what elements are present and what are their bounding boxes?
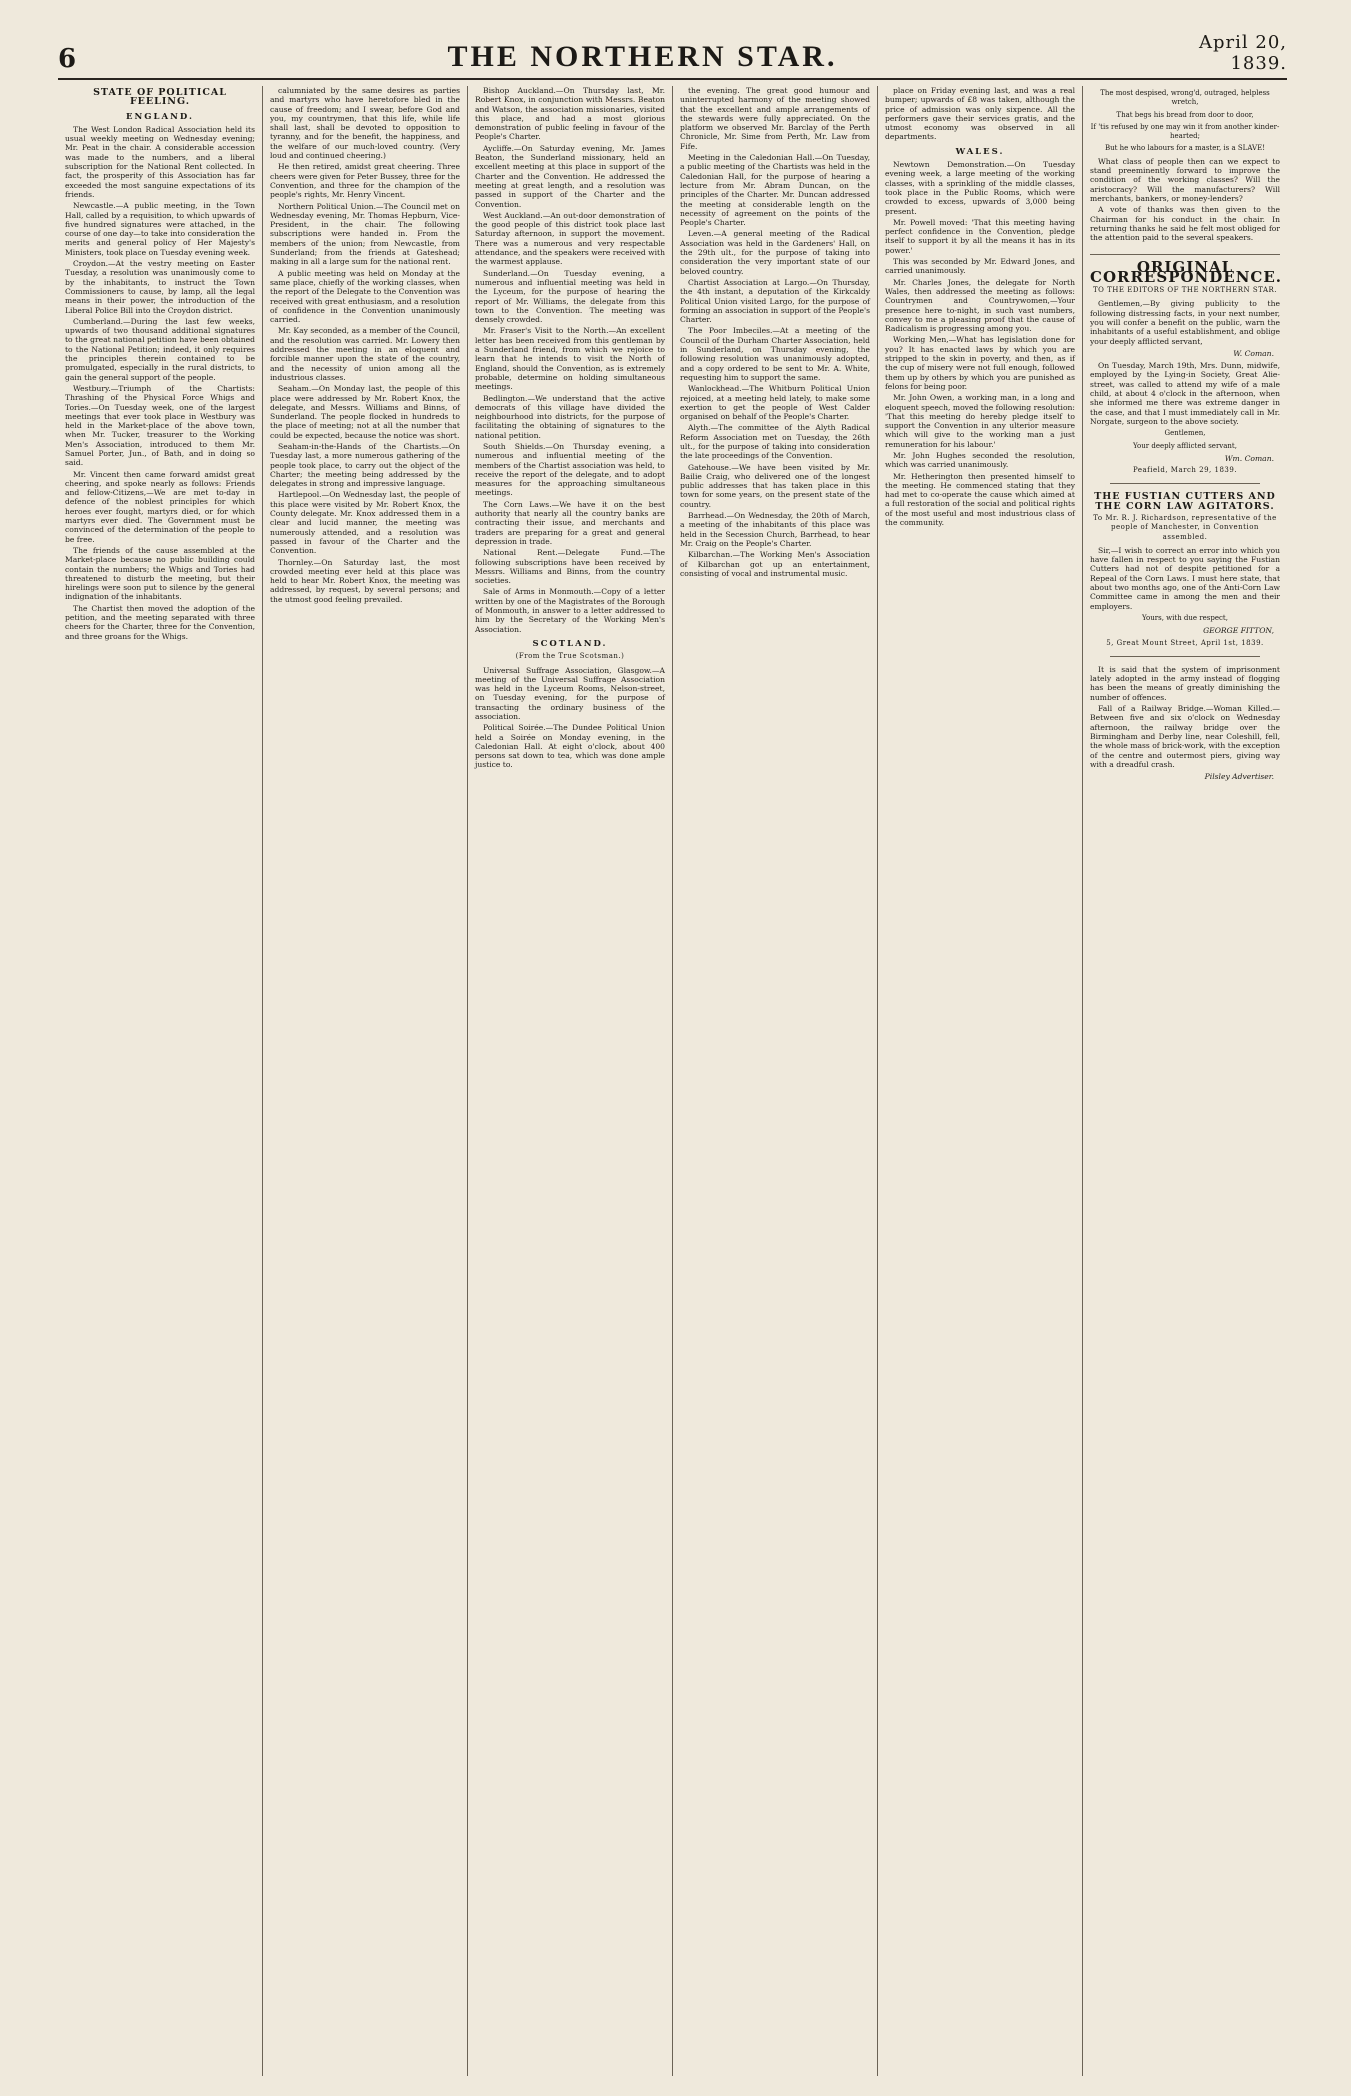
article-paragraph: Croydon.—At the vestry meeting on Easter Tuesday, a resolution was unanimously come to by the inhabitants, to instruct the Town Commissioners to cause, by lamp, all the legal means in their power, the introduction of the Liberal Police Bill into the Croydon district. <box>65 259 255 315</box>
article-paragraph: Chartist Association at Largo.—On Thursday, the 4th instant, a deputation of the Kirkcaldy Political Union visited Largo, for the purpose of forming an association in support of the People's Charter. <box>680 277 870 325</box>
article-paragraph: place on Friday evening last, and was a real bumper; upwards of £8 was taken, although the price of admission was only sixpence. All the performers gave their services gratis, and the utmost economy was observed in all departments. <box>885 86 1075 142</box>
page-number: 6 <box>58 44 77 74</box>
article-paragraph: Sale of Arms in Monmouth.—Copy of a letter written by one of the Magistrates of the Borough of Monmouth, in answer to a letter addressed to him by the Secretary of the Working Men's Association. <box>475 587 665 634</box>
verse-line: But he who labours for a master, is a SLAVE! <box>1104 144 1266 153</box>
divider <box>1110 656 1260 657</box>
article-paragraph: Newtown Demonstration.—On Tuesday evening week, a large meeting of the working classes, with a sprinkling of the middle classes, took place in the Public Rooms, which were crowded to excess, upwards of 3,000 being present. <box>885 160 1075 216</box>
article-paragraph: Sunderland.—On Tuesday evening, a numerous and influential meeting was held in the Lyceum, for the purpose of hearing the report of Mr. Williams, the delegate from this town to the Convention. The meeting was densely crowded. <box>475 268 665 325</box>
article-paragraph: What class of people then can we expect to stand preeminently forward to improve the condition of the working classes? Will the aristocracy? Will the manufacturers? Will merchants, bankers, or money-lenders? <box>1090 156 1280 203</box>
signature: Wm. Coman. <box>1224 453 1274 463</box>
article-paragraph: Universal Suffrage Association, Glasgow.—A meeting of the Universal Suffrage Association was held in the Lyceum Rooms, Nelson-street, on Tuesday evening, for the purpose of transacting the ordinary business of the association. <box>475 665 665 721</box>
article-paragraph: The Corn Laws.—We have it on the best authority that nearly all the country banks are contracting their issue, and merchants and traders are preparing for a great and general depression in trade. <box>475 499 665 546</box>
article-paragraph: Gatehouse.—We have been visited by Mr. Bailie Craig, who delivered one of the longest public addresses that has taken place in this town for some years, on the present state of the country. <box>680 462 870 509</box>
article-paragraph: Fall of a Railway Bridge.—Woman Killed.—Between five and six o'clock on Wednesday afternoon, the railway bridge over the Birmingham and Derby line, near Coleshill, fell, the whole mass of brick-work, with the exception of the centre and outermost piers, giving way with a dreadful crash. <box>1090 704 1280 769</box>
paper-title: THE NORTHERN STAR. <box>447 40 838 73</box>
address-line: To Mr. R. J. Richardson, representative of the people of Manchester, in Convention assembled. <box>1093 513 1277 541</box>
column-3 <box>468 86 673 2076</box>
letter-paragraph: On Tuesday, March 19th, Mrs. Dunn, midwife, employed by the Lying-in Society, Great Alie-street, was called to attend my wife of a male child, at about 4 o'clock in the afternoon, when she informed me there was extreme danger in the case, and that I must immediately call in Mr. Norgate, surgeon to the above society. <box>1090 361 1280 426</box>
article-paragraph: Seaham.—On Monday last, the people of this place were addressed by Mr. Robert Knox, the delegate, and Messrs. Williams and Binns, of Sunderland. The people flocked in hundreds to the place of meeting; not at all the number that could be expected, because the notice was short. <box>270 384 460 440</box>
article-paragraph: Bedlington.—We understand that the active democrats of this village have divided the neighbourhood into districts, for the purpose of facilitating the obtaining of signatures to the national petition. <box>475 393 665 440</box>
article-paragraph: The friends of the cause assembled at the Market-place because no public building could contain the numbers; the Whigs and Tories had threatened to disturb the meeting, but their hirelings were soon put to silence by the general indignation of the inhabitants. <box>65 545 255 602</box>
column-1 <box>58 86 263 2076</box>
article-paragraph: Mr. Powell moved: 'That this meeting having perfect confidence in the Convention, pledge itself to support it by all the means it has in its power.' <box>885 217 1075 255</box>
article-paragraph: Mr. Fraser's Visit to the North.—An excellent letter has been received from this gentleman by a Sunderland friend, from which we rejoice to learn that he intends to visit the North of England, should the Convention, as is extremely probable, determine on holding simultaneous meetings. <box>475 326 665 392</box>
correspondence-heading: ORIGINAL CORRESPONDENCE. <box>1090 254 1280 282</box>
column-4 <box>673 86 878 2076</box>
article-paragraph: Mr. Charles Jones, the delegate for North Wales, then addressed the meeting as follows: Countrymen and Countrywomen,—Your presence here to-night, in such vast numbers, convey to me a pleasing proof that the cause of Radicalism is progressing among you. <box>885 277 1075 334</box>
closing-line: Yours, with due respect, <box>1142 613 1228 622</box>
article-paragraph: Seaham-in-the-Hands of the Chartists.—On Tuesday last, a more numerous gathering of the people took place, to carry out the object of the Charter; the meeting being addressed by the delegates in strong and impressive language. <box>270 441 460 489</box>
article-paragraph: West Auckland.—An out-door demonstration of the good people of this district took place last Saturday afternoon, in support the movement. There was a numerous and very respectable attendance, and the speakers were received with the warmest applause. <box>475 210 665 267</box>
article-paragraph: Newcastle.—A public meeting, in the Town Hall, called by a requisition, to which upwards of five hundred signatures were attached, in the course of one day—to take into consideration the merits and general policy of Her Majesty's Ministers, took place on Tuesday evening week. <box>65 201 255 257</box>
article-paragraph: A vote of thanks was then given to the Chairman for his conduct in the chair. In returning thanks he said he felt most obliged for the attention paid to the several speakers. <box>1090 205 1280 243</box>
article-paragraph: It is said that the system of imprisonment lately adopted in the army instead of flogging has been the means of greatly diminishing the number of offences. <box>1090 664 1280 702</box>
article-paragraph: Northern Political Union.—The Council met on Wednesday evening, Mr. Thomas Hepburn, Vice-President, in the chair. The following subscriptions were handed in. From the members of the union; from Newcastle, from Sunderland; from the friends at Gateshead; making in all a large sum for the national rent. <box>270 201 460 267</box>
issue-date: April 20, 1839. <box>1199 32 1287 74</box>
signature: GEORGE FITTON, <box>1203 626 1274 636</box>
article-paragraph: This was seconded by Mr. Edward Jones, and carried unanimously. <box>885 257 1075 276</box>
source-note: (From the True Scotsman.) <box>515 652 625 661</box>
region-heading: ENGLAND. <box>126 111 194 122</box>
article-paragraph: Mr. John Owen, a working man, in a long and eloquent speech, moved the following resolution: 'That this meeting do hereby pledge itself to support the Convention in any ulterior measure which will give to the working man a just remuneration for his labour.' <box>885 393 1075 449</box>
divider <box>1110 483 1260 484</box>
article-paragraph: Political Soirée.—The Dundee Political Union held a Soirée on Monday evening, in the Caledonian Hall. At eight o'clock, about 400 persons sat down to tea, which was done ample justice to. <box>475 723 665 770</box>
article-paragraph: Alyth.—The committee of the Alyth Radical Reform Association met on Tuesday, the 26th ult., for the purpose of taking into consideration the late proceedings of the Convention. <box>680 423 870 461</box>
article-paragraph: Hartlepool.—On Wednesday last, the people of this place were visited by Mr. Robert Knox, the County delegate. Mr. Knox addressed them in a clear and lucid manner, the meeting was numerously attended, and a resolution was passed in favour of the Charter and the Convention. <box>270 490 460 556</box>
article-paragraph: The Poor Imbeciles.—At a meeting of the Council of the Durham Charter Association, held in Sunderland, on Thursday evening, the following resolution was unanimously adopted, and a copy ordered to be sent to Mr. A. White, requesting him to support the same. <box>680 326 870 382</box>
article-paragraph: Mr. Hetherington then presented himself to the meeting. He commenced stating that they had met to co-operate the cause which aimed at a full restoration of the social and political rights of the most useful and most industrious class of the community. <box>885 471 1075 528</box>
article-paragraph: The West London Radical Association held its usual weekly meeting on Wednesday evening; Mr. Peat in the chair. A considerable accession was made to the numbers, and a liberal subscription for the National Rent collected. In fact, the prosperity of this Association has far exceeded the most sanguine expectations of its friends. <box>65 124 255 199</box>
verse-line: If 'tis refused by one may win it from another kinder-hearted; <box>1090 122 1280 141</box>
article-paragraph: Bishop Auckland.—On Thursday last, Mr. Robert Knox, in conjunction with Messrs. Beaton and Watson, the association missionaries, visited this place, and had a most glorious demonstration of public feeling in favour of the People's Charter. <box>475 86 665 142</box>
closing-line: Your deeply afflicted servant, <box>1133 441 1237 450</box>
address-line: TO THE EDITORS OF THE NORTHERN STAR. <box>1092 286 1277 295</box>
address-line: 5, Great Mount Street, April 1st, 1839. <box>1106 638 1264 647</box>
article-paragraph: calumniated by the same desires as parties and martyrs who have heretofore bled in the cause of freedom; and I swear, before God and you, my countrymen, that this life, while life shall last, shall be devoted to opposition to tyranny, and for the benefit, the happiness, and the welfare of our much-loved country. (Very loud and continued cheering.) <box>270 86 460 161</box>
column-6 <box>1083 86 1287 2076</box>
article-paragraph: Mr. Vincent then came forward amidst great cheering, and spoke nearly as follows: Friends and fellow-Citizens,—We are met to-day in defence of the noblest principles for which heroes ever fought, martyrs died, or for which martyrs ever died. The Government must be convinced of the determination of the people to be free. <box>65 469 255 544</box>
letter-paragraph: Sir,—I wish to correct an error into which you have fallen in respect to you saying the Fustian Cutters had not of despite petitioned for a Repeal of the Corn Laws. I must here state, that about two months ago, one of the Anti-Corn Law Committee came in among the men and their employers. <box>1090 545 1280 611</box>
letter-heading: THE FUSTIAN CUTTERS AND THE CORN LAW AGITATORS. <box>1094 491 1276 512</box>
column-5 <box>878 86 1083 2076</box>
article-paragraph: Kilbarchan.—The Working Men's Association of Kilbarchan got up an entertainment, consisting of vocal and instrumental music. <box>680 550 870 578</box>
verse-line: That begs his bread from door to door, <box>1116 110 1254 119</box>
section-heading: STATE OF POLITICAL FEELING. <box>93 87 227 108</box>
letter-paragraph: Gentlemen,—By giving publicity to the following distressing facts, in your next number, you will confer a benefit on the public, warn the inhabitants of a useful establishment, and oblige your deeply afflicted servant, <box>1090 299 1280 346</box>
article-paragraph: South Shields.—On Thursday evening, a numerous and influential meeting of the members of the Chartist association was held, to receive the report of the delegate, and to adopt measures for the approaching simultaneous meetings. <box>475 441 665 498</box>
article-paragraph: National Rent.—Delegate Fund.—The following subscriptions have been received by Messrs. Williams and Binns, from the country societies. <box>475 548 665 586</box>
article-paragraph: Thornley.—On Saturday last, the most crowded meeting ever held at this place was held to hear Mr. Robert Knox, the meeting was addressed, by request, by several persons; and the utmost good feeling prevailed. <box>270 557 460 604</box>
article-paragraph: Westbury.—Triumph of the Chartists: Thrashing of the Physical Force Whigs and Tories.—On Tuesday week, one of the largest meetings that ever took place in Westbury was held in the Market-place of the above town, when Mr. Tucker, treasurer to the Working Men's Association, introduced to them Mr. Samuel Porter, Jun., of Bath, and in doing so said. <box>65 383 255 468</box>
region-heading: WALES. <box>955 146 1005 157</box>
article-paragraph: the evening. The great good humour and uninterrupted harmony of the meeting showed that the excellent and ample arrangements of the stewards were fully appreciated. On the platform we observed Mr. Barclay of the Perth Chronicle, Mr. Sime from Perth, Mr. Law from Fife. <box>680 86 870 151</box>
article-paragraph: Cumberland.—During the last few weeks, upwards of two thousand additional signatures to the great national petition have been obtained to the National Petition; indeed, it only requires the principles therein contained to be promulgated, especially in the rural districts, to gain the general support of the people. <box>65 316 255 382</box>
signature: W. Coman. <box>1233 348 1274 358</box>
article-paragraph: Working Men,—What has legislation done for you? It has enacted laws by which you are stripped to the skin in poverty, and then, as if the cup of misery were not full enough, followed them up by others by which you are punished as felons for being poor. <box>885 335 1075 391</box>
source-credit: Pilsley Advertiser. <box>1204 772 1274 782</box>
article-paragraph: Meeting in the Caledonian Hall.—On Tuesday, a public meeting of the Chartists was held in the Caledonian Hall, for the purpose of hearing a lecture from Mr. Abram Duncan, on the principles of the Charter. Mr. Duncan addressed the meeting at considerable length on the necessity of agreement on the points of the People's Charter. <box>680 153 870 228</box>
article-paragraph: Wanlockhead.—The Whitburn Political Union rejoiced, at a meeting held lately, to make some exertion to get the people of West Calder organised on behalf of the People's Charter. <box>680 384 870 422</box>
place-date: Peafield, March 29, 1839. <box>1132 466 1238 475</box>
article-paragraph: The Chartist then moved the adoption of the petition, and the meeting separated with three cheers for the Charter, three for the Convention, and three groans for the Whigs. <box>65 603 255 641</box>
article-paragraph: A public meeting was held on Monday at the same place, chiefly of the working classes, when the report of the Delegate to the Convention was received with great enthusiasm, and a resolution of confidence in the Convention unanimously carried. <box>270 268 460 325</box>
article-paragraph: Leven.—A general meeting of the Radical Association was held in the Gardeners' Hall, on the 29th ult., for the purpose of taking into consideration the very important state of our beloved country. <box>680 229 870 276</box>
article-paragraph: Barrhead.—On Wednesday, the 20th of March, a meeting of the inhabitants of this place was held in the Secession Church, Barrhead, to hear Mr. Craig on the People's Charter. <box>680 511 870 548</box>
article-paragraph: Mr. Kay seconded, as a member of the Council, and the resolution was carried. Mr. Lowery then addressed the meeting in an eloquent and forcible manner upon the state of the country, and the necessity of union among all the industrious classes. <box>270 326 460 382</box>
article-paragraph: He then retired, amidst great cheering. Three cheers were given for Peter Bussey, three for the Convention, and three for the champion of the people's rights, Mr. Henry Vincent. <box>270 162 460 200</box>
masthead <box>58 34 1287 80</box>
column-2 <box>263 86 468 2076</box>
article-paragraph: Mr. John Hughes seconded the resolution, which was carried unanimously. <box>885 450 1075 470</box>
verse-line: The most despised, wrong'd, outraged, helpless wretch, <box>1100 89 1270 107</box>
region-heading: SCOTLAND. <box>532 638 608 649</box>
article-paragraph: Aycliffe.—On Saturday evening, Mr. James Beaton, the Sunderland missionary, held an excellent meeting at this place in support of the Charter and the Convention. He addressed the meeting at great length, and a resolution was passed in support of the Charter and the Convention. <box>475 143 665 209</box>
columns <box>58 86 1287 2076</box>
closing-line: Gentlemen, <box>1164 429 1206 438</box>
